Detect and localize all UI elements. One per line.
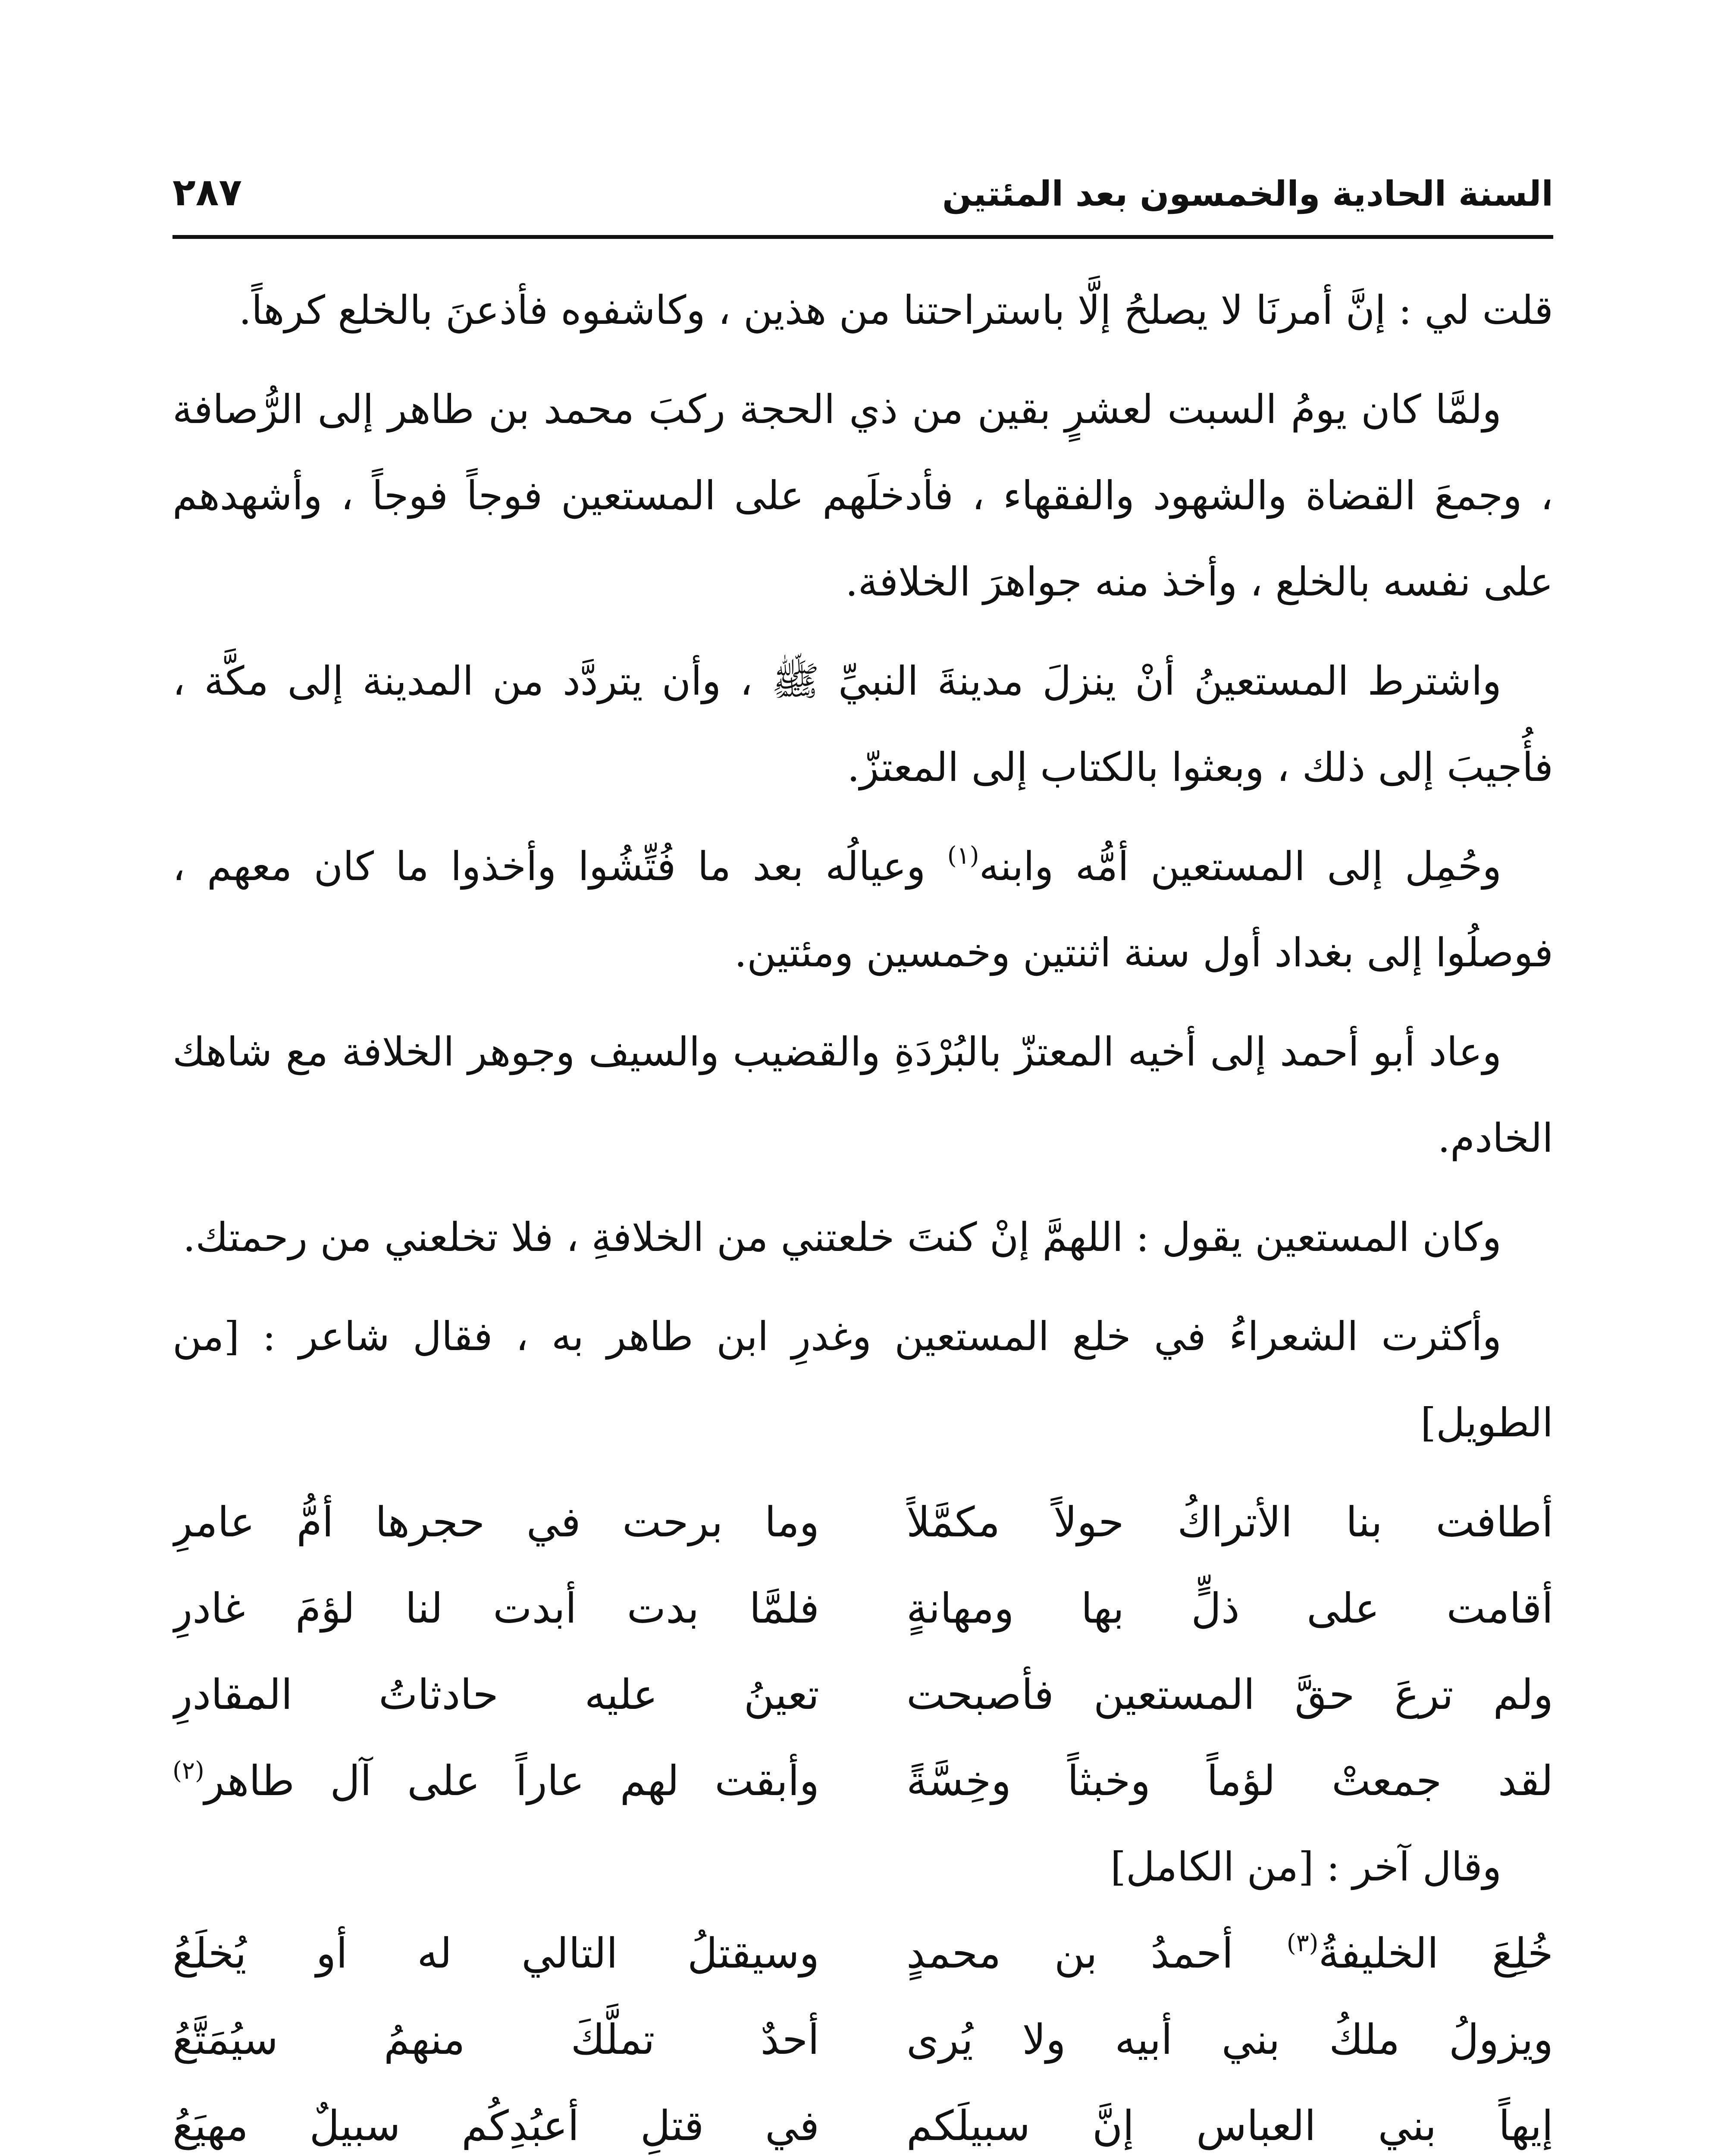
hemistich-second: أحدٌ تملَّكَ منهمُ سيُمَتَّعُ [172, 2015, 819, 2064]
hemistich-text: أحمدُ بن محمدٍ [906, 1929, 1287, 1977]
poem-tawil [172, 1479, 1553, 1824]
paragraph-text: وعيالُه بعد ما فُتِّشُوا وأخذوا ما كان معهم ، فوصلُوا إلى بغداد أول سنة اثنتين وخمسين ومئتين. [172, 843, 1553, 976]
hemistich-first: لقد جمعتْ لؤماً وخبثاً وخِسَّةً [906, 1757, 1553, 1805]
paragraph: وكان المستعين يقول : اللهمَّ إنْ كنتَ خلعتني من الخلافةِ ، فلا تخلعني من رحمتك. [183, 1214, 1501, 1260]
hemistich-first: أطافت بنا الأتراكُ حولاً مكمَّلاً [906, 1498, 1553, 1546]
hemistich-first [906, 1910, 1553, 1996]
footnote-ref: (١) [947, 842, 979, 870]
paragraph-text: وحُمِل إلى المستعين أمُّه وابنه [979, 843, 1501, 890]
paragraph: واشترط المستعينُ أنْ ينزلَ مدينةَ النبيِّ ﷺ ، وأن يتردَّد من المدينة إلى مكَّة ، فأُجيبَ إلى ذلك ، وبعثوا بالكتاب إلى المعتزّ. [172, 658, 1553, 790]
hemistich-second: في قتلِ أعبُدِكُم سبيلٌ مهيَعُ [172, 2102, 819, 2150]
verse [172, 1479, 1553, 1565]
hemistich-text: وأبقت لهم عاراً على آل طاهر [204, 1757, 819, 1805]
paragraph: وأكثرت الشعراءُ في خلع المستعين وغدرِ ابن طاهر به ، فقال شاعر : [من الطويل] [172, 1313, 1553, 1446]
hemistich-second: تعينُ عليه حادثاتُ المقادرِ [172, 1670, 819, 1719]
verse [172, 1910, 1553, 1996]
footnote-ref: (٢) [172, 1757, 204, 1785]
hemistich-second [172, 1738, 819, 1824]
paragraph: قلت لي : إنَّ أمرنَا لا يصلحُ إلَّا باستراحتنا من هذين ، وكاشفوه فأذعنَ بالخلع كرهاً. [238, 287, 1553, 333]
header-rule [172, 235, 1553, 239]
paragraph: ولمَّا كان يومُ السبت لعشرٍ بقين من ذي الحجة ركبَ محمد بن طاهر إلى الرُّصافة ، وجمعَ القضاة والشهود والفقهاء ، فأدخلَهم على المستعين فوجاً فوجاً ، وأشهدهم على نفسه بالخلع ، وأخذ منه جواهرَ الخلافة. [172, 386, 1553, 605]
footnote-ref: (٣) [1286, 1929, 1319, 1957]
hemistich-text: خُلِعَ الخليفةُ [1318, 1929, 1553, 1977]
paragraph: وعاد أبو أحمد إلى أخيه المعتزّ بالبُرْدَةِ والقضيب والسيف وجوهر الخلافة مع شاهك الخادم. [172, 1029, 1553, 1161]
verse [172, 1738, 1553, 1824]
verse-intro: وقال آخر : [من الكامل] [1110, 1844, 1501, 1890]
verse [172, 2083, 1553, 2156]
poem-kamil [172, 1910, 1553, 2156]
running-title: السنة الحادية والخمسون بعد المئتين [942, 174, 1553, 214]
running-header [172, 147, 1553, 214]
hemistich-second: وسيقتلُ التالي له أو يُخلَعُ [172, 1929, 819, 1977]
hemistich-first: ويزولُ ملكُ بني أبيه ولا يُرى [906, 2015, 1553, 2064]
hemistich-second: وما برحت في حجرها أمُّ عامرِ [172, 1498, 819, 1546]
main-text [172, 267, 1553, 2156]
hemistich-first: إيهاً بني العباس إنَّ سبيلَكم [906, 2102, 1553, 2150]
hemistich-first: أقامت على ذلٍّ بها ومهانةٍ [906, 1584, 1553, 1633]
verse [172, 1651, 1553, 1738]
paragraph [172, 824, 1553, 996]
verse [172, 1996, 1553, 2083]
page-number: ٢٨٧ [172, 170, 242, 214]
verse [172, 1565, 1553, 1651]
hemistich-second: فلمَّا بدت أبدت لنا لؤمَ غادرِ [172, 1584, 819, 1633]
hemistich-first: ولم ترعَ حقَّ المستعين فأصبحت [906, 1670, 1553, 1719]
